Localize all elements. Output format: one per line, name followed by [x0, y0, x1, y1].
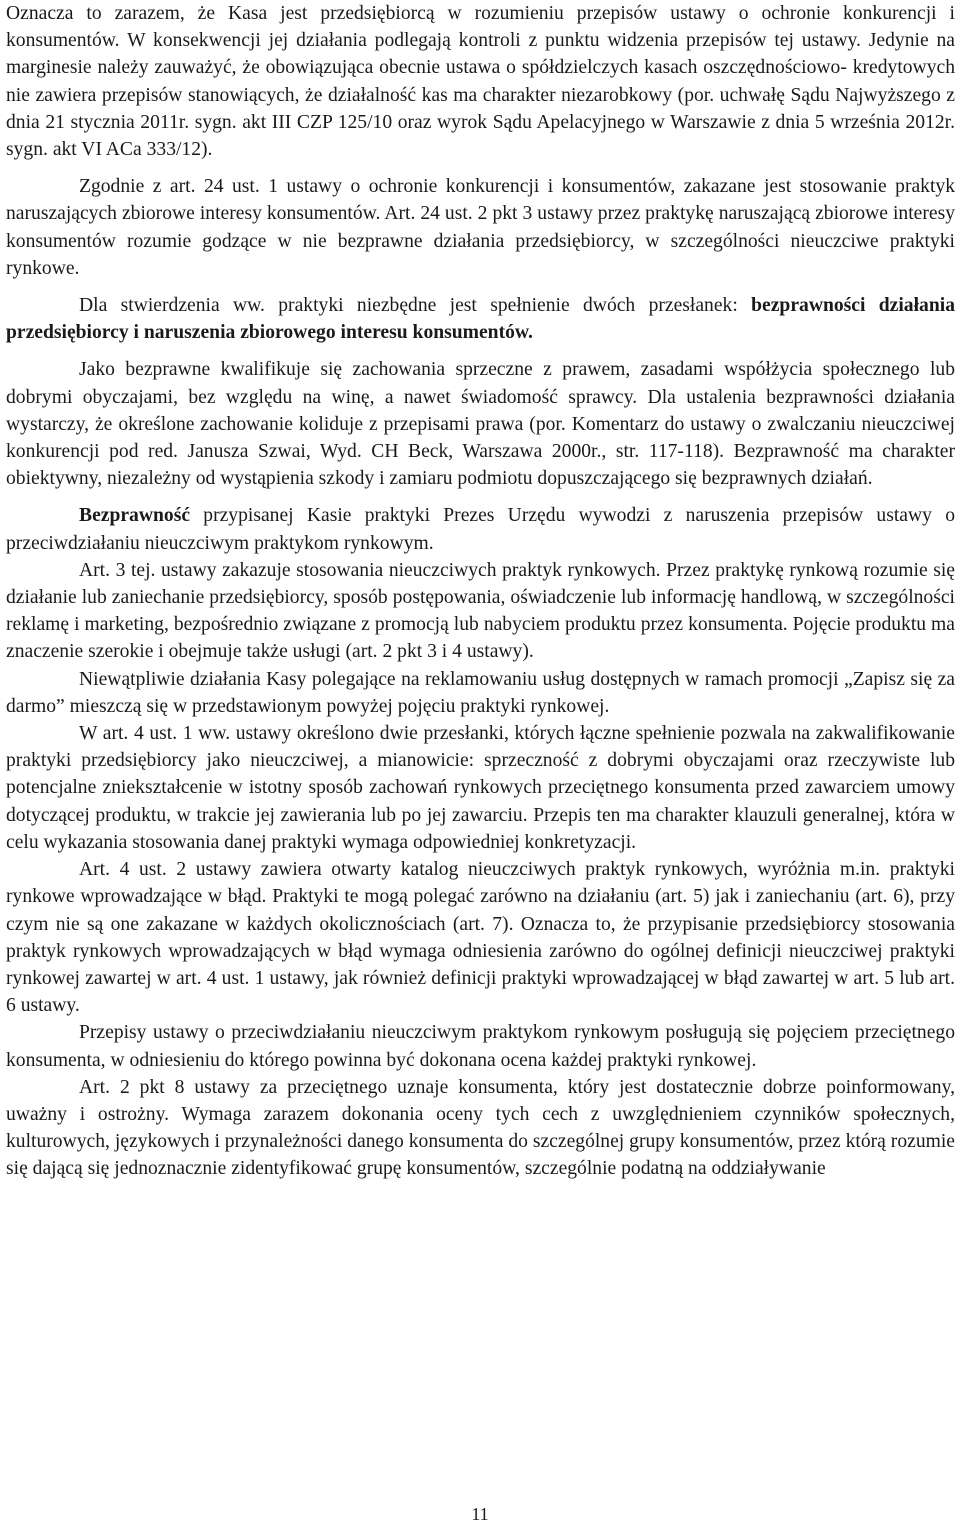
paragraph-bezprawnosc	[6, 502, 955, 556]
bezprawnosc-text: przypisanej Kasie praktyki Prezes Urzędu wywodzi z naruszenia przepisów ustawy o przeciwdziałaniu nieuczciwym praktykom rynkowym.	[6, 505, 955, 554]
paragraph-przecietny-konsument: Przepisy ustawy o przeciwdziałaniu nieuczciwym praktykom rynkowym posługują się pojęciem przeciętnego konsumenta, w odniesieniu do którego powinna być dokonana ocena każdej praktyki rynkowej.	[6, 1022, 955, 1071]
page-number: 11	[471, 1504, 489, 1524]
paragraph-art-4-ust-2: Art. 4 ust. 2 ustawy zawiera otwarty katalog nieuczciwych praktyk rynkowych, wyróżnia m.in. praktyki rynkowe wprowadzające w błąd. Praktyki te mogą polegać zarówno na działaniu (art. 5) jak i zaniechaniu (art. 6), przy czym nie są one zakazane w każdych okolicznościach (art. 7). Oznacza to, że przypisanie przedsiębiorcy stosowania praktyk rynkowych wprowadzających w błąd wymaga odniesienia zarówno do ogólnej definicji nieuczciwej praktyki rynkowej zawartej w art. 4 ust. 1 ustawy, jak również definicji praktyki wprowadzającej w błąd zawartej w art. 5 lub art. 6 ustawy.	[6, 859, 955, 1017]
paragraph-art-3: Art. 3 tej. ustawy zakazuje stosowania nieuczciwych praktyk rynkowych. Przez praktykę rynkową rozumie się działanie lub zaniechanie przedsiębiorcy, sposób postępowania, oświadczenie lub informację handlową, w szczególności reklamę i marketing, bezpośrednio związane z promocją lub nabyciem produktu przez konsumenta. Pojęcie produktu ma znaczenie szerokie i obejmuje także usługi (art. 2 pkt 3 i 4 ustawy).	[6, 559, 955, 663]
przeslanki-text: Dla stwierdzenia ww. praktyki niezbędne jest spełnienie dwóch przesłanek:	[79, 295, 752, 317]
paragraph-kasa-przedsiebiorca: Oznacza to zarazem, że Kasa jest przedsiębiorcą w rozumieniu przepisów ustawy o ochronie konkurencji i konsumentów. W konsekwencji jej działania podlegają kontroli z punktu widzenia przepisów tej ustawy. Jedynie na marginesie należy zauważyć, że obowiązująca obecnie ustawa o spółdzielczych kasach oszczędnościowo- kredytowych nie zawiera przepisów stanowiących, że działalność kas ma charakter niezarobkowy (por. uchwałę Sądu Najwyższego z dnia 21 stycznia 2011r. sygn. akt III CZP 125/10 oraz wyrok Sądu Apelacyjnego w Warszawie z dnia 5 września 2012r. sygn. akt VI ACa 333/12).	[6, 3, 955, 161]
paragraph-art-24: Zgodnie z art. 24 ust. 1 ustawy o ochronie konkurencji i konsumentów, zakazane jest stosowanie praktyk naruszających zbiorowe interesy konsumentów. Art. 24 ust. 2 pkt 3 ustawy przez praktykę naruszającą zbiorowe interesy konsumentów rozumie godzące w nie bezprawne działania przedsiębiorcy, w szczególności nieuczciwe praktyki rynkowe.	[6, 176, 955, 279]
document-page	[6, 0, 955, 1183]
paragraph-przeslanki	[6, 292, 955, 346]
bezprawnosc-bold-text: Bezprawność	[79, 505, 191, 527]
paragraph-art-4-ust-1: W art. 4 ust. 1 ww. ustawy określono dwie przesłanki, których łączne spełnienie pozwala na zakwalifikowanie praktyki przedsiębiorcy jako nieuczciwej, a mianowicie: sprzeczność z dobrymi obyczajami oraz rzeczywiste lub potencjalne zniekształcenie w istotny sposób zachowań rynkowych przeciętnego konsumenta przed zawarciem umowy dotyczącej produktu, w trakcie jej zawierania lub po jej zawarciu. Przepis ten ma charakter klauzuli generalnej, która w celu wykazania stosowania danej praktyki wymaga odpowiedniej konkretyzacji.	[6, 723, 955, 853]
paragraph-bezprawne: Jako bezprawne kwalifikuje się zachowania sprzeczne z prawem, zasadami współżycia społecznego lub dobrymi obyczajami, bez względu na winę, a nawet świadomość sprawcy. Dla ustalenia bezprawności działania wystarczy, że określone zachowanie koliduje z przepisami prawa (por. Komentarz do ustawy o zwalczaniu nieuczciwej konkurencji pod red. Janusza Szwai, Wyd. CH Beck, Warszawa 2000r., str. 117-118). Bezprawność ma charakter obiektywny, niezależny od wystąpienia szkody i zamiaru podmiotu dopuszczającego się bezprawnych działań.	[6, 359, 955, 490]
przeslanki-bold-text: bezprawności działania przedsiębiorcy i naruszenia zbiorowego interesu konsumentów.	[6, 295, 955, 344]
paragraph-art-2-pkt-8: Art. 2 pkt 8 ustawy za przeciętnego uznaje konsumenta, który jest dostatecznie dobrze poinformowany, uważny i ostrożny. Wymaga zarazem dokonania oceny tych cech z uwzględnieniem czynników społecznych, kulturowych, językowych i przynależności danego konsumenta do szczególnej grupy konsumentów, przez którą rozumie się dającą się jednoznacznie zidentyfikować grupę konsumentów, szczególnie podatną na oddziaływanie	[6, 1076, 955, 1180]
paragraph-promocja: Niewątpliwie działania Kasy polegające na reklamowaniu usług dostępnych w ramach promocji „Zapisz się za darmo” mieszczą się w przedstawionym powyżej pojęciu praktyki rynkowej.	[6, 668, 955, 717]
